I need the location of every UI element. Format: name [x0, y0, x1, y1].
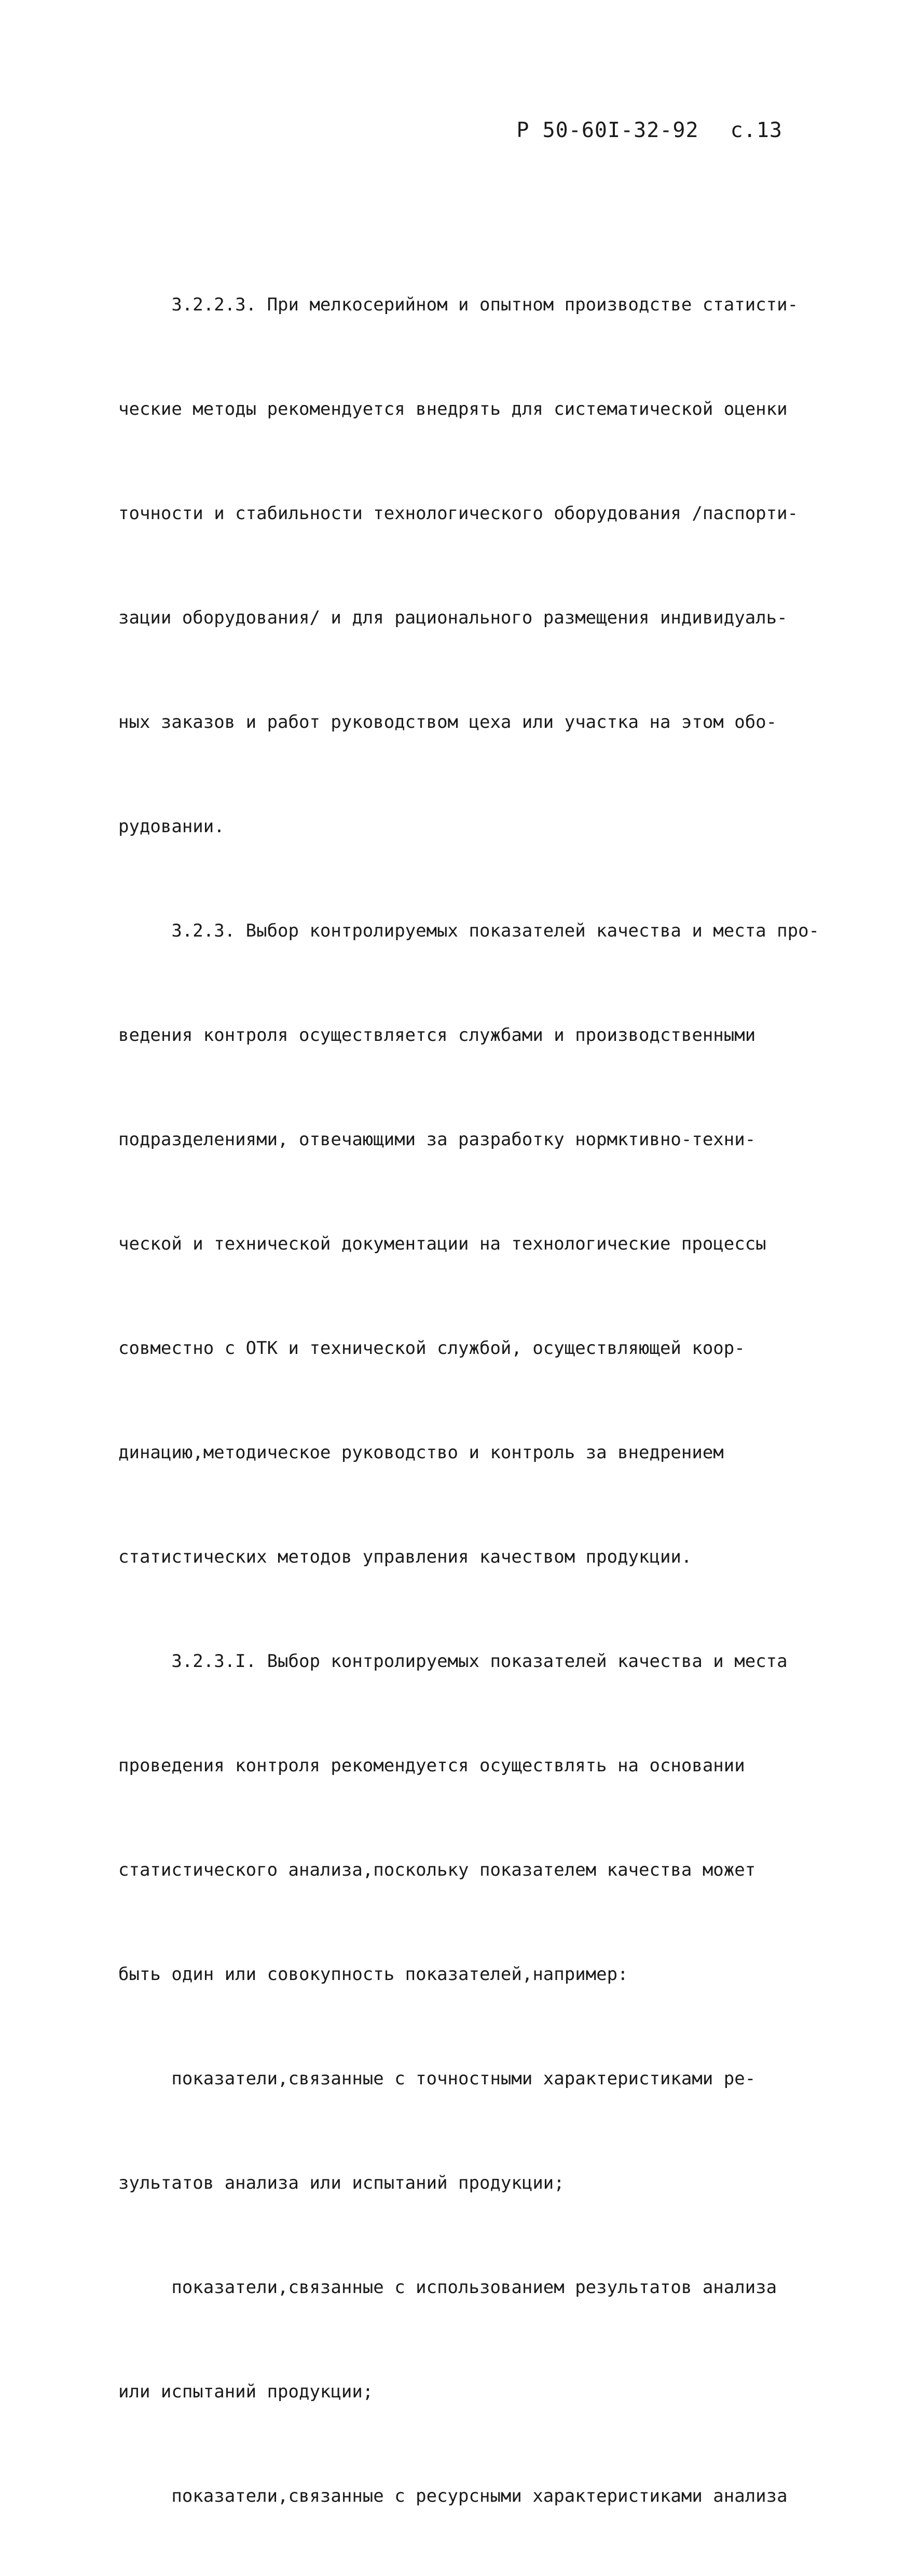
text-line: показатели,связанные с точностными характеристиками ре-	[118, 2068, 756, 2089]
page-header	[516, 118, 782, 142]
text-line: динацию,методическое руководство и контроль за внедрением	[118, 1442, 724, 1463]
text-line: ведения контроля осуществляется службами и производственными	[118, 1025, 756, 1046]
text-line: 3.2.2.3. При мелкосерийном и опытном производстве статисти-	[118, 294, 799, 315]
text-line: подразделениями, отвечающими за разработку нормктивно-техни-	[118, 1129, 756, 1150]
text-line: проведения контроля рекомендуется осуществлять на основании	[118, 1755, 745, 1776]
text-line: или испытаний продукции;	[118, 2381, 374, 2402]
text-line: рудовании.	[118, 816, 225, 837]
document-number: Р 50-60I-32-92	[516, 118, 699, 142]
text-line: статистических методов управления качеством продукции.	[118, 1547, 692, 1567]
text-line: зультатов анализа или испытаний продукции;	[118, 2173, 565, 2193]
text-line: статистического анализа,поскольку показателем качества может	[118, 1860, 756, 1880]
text-line: ных заказов и работ руководством цеха или участка на этом обо-	[118, 712, 777, 733]
text-line: зации оборудования/ и для рационального размещения индивидуаль-	[118, 607, 788, 628]
text-line: ческие методы рекомендуется внедрять для систематической оценки	[118, 399, 788, 419]
text-line: показатели,связанные с использованием результатов анализа	[118, 2277, 777, 2298]
text-line: быть один или совокупность показателей,например:	[118, 1964, 628, 1985]
text-line: совместно с ОТК и технической службой, осуществляющей коор-	[118, 1338, 745, 1359]
text-line: точности и стабильности технологического оборудования /паспорти-	[118, 503, 799, 524]
text-line: показатели,связанные с ресурсными характеристиками анализа	[118, 2486, 788, 2506]
text-line: 3.2.3. Выбор контролируемых показателей качества и места про-	[118, 920, 820, 941]
page-number: с.13	[730, 118, 782, 142]
text-line: ческой и технической документации на технологические процессы	[118, 1233, 766, 1254]
document-body	[118, 218, 820, 2576]
text-line: 3.2.3.I. Выбор контролируемых показателей качества и места	[118, 1651, 788, 1672]
